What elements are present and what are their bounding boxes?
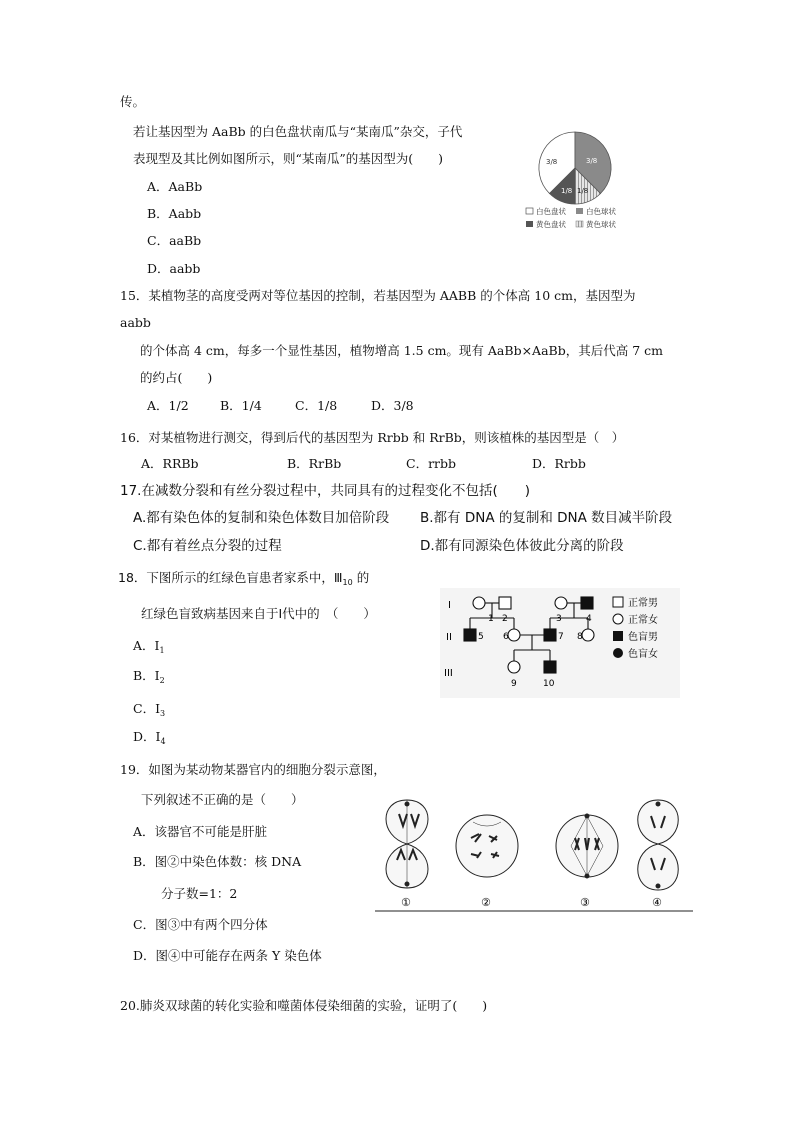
cell-3 (556, 814, 618, 878)
cell-label-2: ② (481, 896, 491, 909)
q18-option-c: C．$Ⅰ_3$ (133, 701, 166, 718)
cell-label-3: ③ (580, 896, 590, 909)
q14-option-c: C．aaBb (147, 233, 202, 248)
q16-option-c: C．rrbb (406, 456, 457, 471)
individual-1 (473, 597, 485, 609)
cell-label-4: ④ (652, 896, 662, 909)
gen-label-2: II (446, 632, 452, 643)
q18-option-a: A．$Ⅰ_1$ (133, 638, 165, 655)
cell-division-figure (375, 796, 693, 914)
individual-10 (544, 661, 556, 673)
q19-option-d: D．图④中可能存在两条 Y 染色体 (133, 948, 322, 963)
q19-stem-line1: 19．如图为某动物某器官内的细胞分裂示意图， (120, 762, 386, 777)
legend-normal-male-icon (613, 597, 623, 607)
q17-option-d: D.都有同源染色体彼此分离的阶段 (420, 538, 624, 554)
legend-yellow-disc: 黄色盘状 (536, 220, 566, 229)
legend-swatch-white-sphere (576, 208, 583, 214)
q14-tail: 传。 (120, 94, 146, 109)
pie-label-yellow-disc: 1/8 (561, 187, 573, 195)
q18-option-b: B．$Ⅰ_2$ (133, 668, 165, 685)
q19-option-b-cont: 分子数=1：2 (161, 886, 238, 901)
legend-cb-male: 色盲男 (628, 632, 658, 643)
legend-cb-female: 色盲女 (628, 649, 658, 660)
individual-4 (581, 597, 593, 609)
num-6: 6 (503, 632, 509, 642)
q17-option-a: A.都有染色体的复制和染色体数目加倍阶段 (133, 510, 390, 526)
q19-option-b: B．图②中染色体数：核 DNA (133, 854, 302, 869)
legend-cb-female-icon (613, 648, 623, 658)
individual-2 (499, 597, 511, 609)
legend-cb-male-icon (613, 631, 623, 641)
q20-stem: 20.肺炎双球菌的转化实验和噬菌体侵染细菌的实验，证明了( ) (120, 998, 488, 1013)
q16-option-b: B．RrBb (287, 456, 342, 471)
legend-white-disc: 白色盘状 (536, 207, 566, 216)
q15-option-c: C．1/8 (295, 398, 338, 413)
num-3: 3 (556, 614, 562, 624)
individual-8 (582, 629, 594, 641)
q17-option-c: C.都有着丝点分裂的过程 (133, 538, 282, 554)
q15-option-d: D．3/8 (371, 398, 414, 413)
q19-option-c: C．图③中有两个四分体 (133, 917, 268, 932)
individual-9 (508, 661, 520, 673)
num-1: 1 (488, 614, 494, 624)
individual-3 (555, 597, 567, 609)
legend-swatch-yellow-sphere (576, 221, 583, 227)
legend-white-sphere: 白色球状 (586, 207, 616, 216)
q14-option-b: B．Aabb (147, 206, 202, 221)
q15-stem-line2: aabb (120, 315, 151, 330)
legend-swatch-yellow-disc (526, 221, 533, 227)
q16-option-d: D．Rrbb (532, 456, 586, 471)
num-10: 10 (543, 679, 555, 689)
cell-1 (386, 800, 428, 888)
q17-stem: 17.在减数分裂和有丝分裂过程中，共同具有的过程变化不包括( ) (120, 483, 531, 499)
individual-7 (544, 629, 556, 641)
q15-stem-line1: 15．某植物茎的高度受两对等位基因的控制，若基因型为 AABB 的个体高 10 cm，基因型为 (120, 288, 636, 303)
q15-option-a: A．1/2 (147, 398, 189, 413)
cell-label-1: ① (401, 896, 411, 909)
num-2: 2 (502, 614, 508, 624)
q15-stem-line4: 的约占( ) (140, 370, 213, 385)
q17-option-b: B.都有 DNA 的复制和 DNA 数目减半阶段 (420, 510, 673, 526)
individual-5 (464, 629, 476, 641)
pedigree-figure (440, 588, 680, 698)
num-5: 5 (478, 632, 484, 642)
q19-option-a: A．该器官不可能是肝脏 (133, 824, 268, 839)
individual-6 (508, 629, 520, 641)
q15-option-b: B．1/4 (220, 398, 262, 413)
num-8: 8 (577, 632, 583, 642)
q19-stem-line2: 下列叙述不正确的是（ ） (141, 792, 304, 807)
cell-2 (456, 815, 518, 877)
legend-normal-male: 正常男 (628, 598, 658, 609)
num-4: 4 (586, 614, 592, 624)
legend-yellow-sphere: 黄色球状 (586, 220, 616, 229)
q15-stem-line3: 的个体高 4 cm，每多一个显性基因，植物增高 1.5 cm。现有 AaBb×AaBb，其后代高 7 cm (140, 343, 663, 358)
gen-label-3: III (444, 668, 453, 679)
phenotype-pie-figure (520, 128, 630, 236)
cell-4 (638, 800, 679, 890)
legend-normal-female-icon (613, 614, 623, 624)
pie-label-white-disc: 3/8 (546, 158, 558, 166)
gen-label-1: I (448, 600, 451, 611)
q14-option-d: D．aabb (147, 261, 201, 276)
q18-stem-line2: 红绿色盲致病基因来自于Ⅰ代中的 （ ） (141, 606, 376, 621)
q14-stem-line1: 若让基因型为 AaBb 的白色盘状南瓜与“某南瓜”杂交，子代 (133, 124, 463, 139)
num-9: 9 (511, 679, 517, 689)
pie-label-white-sphere: 3/8 (586, 157, 598, 165)
q16-option-a: A．RRBb (141, 456, 199, 471)
pie-label-yellow-sphere: 1/8 (577, 187, 589, 195)
q14-stem-line2: 表现型及其比例如图所示，则“某南瓜”的基因型为( ) (133, 151, 444, 166)
q18-option-d: D．$Ⅰ_4$ (133, 729, 166, 746)
q14-option-a: A．AaBb (147, 179, 203, 194)
num-7: 7 (558, 632, 564, 642)
q18-stem-line1: 18．下图所示的红绿色盲患者家系中，$Ⅲ_{10}$ 的 (118, 570, 370, 587)
q16-stem: 16．对某植物进行测交，得到后代的基因型为 Rrbb 和 RrBb，则该植株的基因型是（ ） (120, 430, 625, 445)
legend-swatch-white-disc (526, 208, 533, 214)
legend-normal-female: 正常女 (628, 615, 658, 626)
